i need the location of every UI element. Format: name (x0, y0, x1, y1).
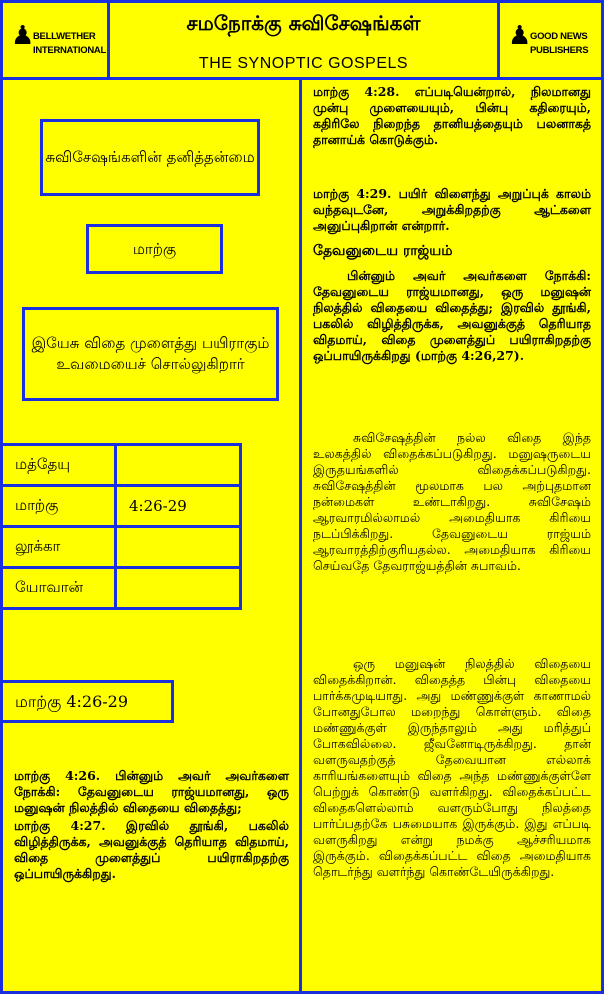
logo-line2: PUBLISHERS (530, 45, 589, 56)
body-paragraph: ஒரு மனுஷன் நிலத்தில் விதையை விதைக்கிறான். விதைத்த பின்பு விதையை பார்க்கமுடியாது. அது மண்ணுக்குள் காணாமல் போனதுபோல மறைந்து கொள்ளும். விதை மண்ணுக்குள் இருந்தாலும் அது மரித்துப் போகவில்லை. ஜீவனோடிருக்கிறது. தான் வளருவதற்குத் தேவையான எல்லாக் காரியங்களையும் விதை அந்த மண்ணுக்குள்ளே பெற்றுக் கொண்டு வளர்கிறது. விதைக்கப்பட்ட விதைகளெல்லாம் வளரும்போது நிலத்தை பார்ப்பதற்கே பசுமையாக இருக்கும். இது எப்படி வளருகிறது என்று நமக்கு ஆச்சரியமாக இருக்கும். விதைக்கப்பட்ட விதை அமைதியாக தொடர்ந்து வளர்ந்து கொண்டேயிருக்கிறது. (313, 656, 591, 879)
ref-cell (116, 527, 241, 568)
gospel-reference-table (0, 443, 242, 610)
table-row (2, 568, 241, 609)
book-cell: மத்தேயு (2, 445, 116, 486)
page-title: சமநோக்கு சுவிசேஷங்கள் (186, 11, 421, 35)
logo-line2: INTERNATIONAL (33, 45, 106, 56)
scripture-ref-box (0, 680, 174, 723)
table-row (2, 527, 241, 568)
verse-paragraph: மாற்கு 4:29. பயிர் விளைந்து அறுப்புக் காலம் வந்தவுடனே, அறுக்கிறதற்கு ஆட்களை அனுப்புகிறான் என்றார். (313, 186, 591, 233)
figure-icon: ♟ (508, 21, 532, 51)
ref-cell (116, 568, 241, 609)
ref-cell (116, 445, 241, 486)
logo-line1: GOOD NEWS (530, 31, 588, 42)
header-title-box (107, 0, 500, 80)
page-subtitle: THE SYNOPTIC GOSPELS (198, 55, 409, 72)
book-cell: லூக்கா (2, 527, 116, 568)
verse-paragraph: மாற்கு 4:28. எப்படியென்றால், நிலமானது முன்பு முளையையும், பின்பு கதிரையும், கதிரிலே நிறைந்த தானியத்தையும் பலனாகத் தானாய்க் கொடுக்கும். (313, 84, 591, 147)
body-paragraph: சுவிசேஷத்தின் நல்ல விதை இந்த உலகத்தில் விதைக்கப்படுகிறது. மனுஷருடைய இருதயங்களில் விதைக்கப்படுகிறது. சுவிசேஷத்தின் மூலமாக பல அற்புதமான நன்மைகள் உண்டாகிறது. சுவிசேஷம் ஆரவாரமில்லாமல் அமைதியாக கிரியை நடப்பிக்கிறது. தேவனுடைய ராஜ்யம் ஆரவாரத்திற்குரியதல்ல. அமைதியாக கிரியை செய்வதே தேவராஜ்யத்தின் சுபாவம். (313, 430, 591, 573)
header-right-logo-box (497, 0, 604, 80)
good-news-logo (506, 17, 602, 67)
verse-paragraph: மாற்கு 4:27. இரவில் தூங்கி, பகலில் விழித்திருக்க, அவனுக்குத் தெரியாத விதமாய், விதை முளைத்துப் பயிராகிறதற்கு ஒப்பாயிருக்கிறது. (14, 818, 289, 881)
section-heading: தேவனுடைய ராஜ்யம் (313, 243, 453, 259)
header-left-logo-box (0, 0, 110, 80)
book-cell: மாற்கு (2, 486, 116, 527)
body-paragraph: பின்னும் அவர் அவர்களை நோக்கி: தேவனுடைய ராஜ்யமானது, ஒரு மனுஷன் நிலத்தில் விதையை விதைத்து; இரவில் தூங்கி, பகலில் விழித்திருக்க, அவனுக்குத் தெரியாத விதமாய், விதை முளைத்துப் பயிராகிறதற்கு ஒப்பாயிருக்கிறது (மாற்கு 4:26,27). (313, 268, 591, 363)
logo-line1: BELLWETHER (33, 31, 96, 42)
table-row (2, 445, 241, 486)
gospel-uniqueness-box (40, 119, 260, 196)
ref-cell: 4:26-29 (116, 486, 241, 527)
parable-title-label: இயேசு விதை முளைத்து பயிராகும் உவமையைச் சொல்லுகிறார் (31, 334, 270, 373)
parable-title-box (22, 307, 279, 401)
gospel-uniqueness-label: சுவிசேஷங்களின் தனித்தன்மை (45, 148, 255, 166)
book-cell: யோவான் (2, 568, 116, 609)
verse-paragraph: மாற்கு 4:26. பின்னும் அவர் அவர்களை நோக்கி: தேவனுடைய ராஜ்யமானது, ஒரு மனுஷன் நிலத்தில் விதையை விதைத்து; (14, 768, 289, 815)
bell-figure-icon: ♟ (11, 21, 35, 51)
bellwether-logo (9, 17, 105, 67)
table-row (2, 486, 241, 527)
book-name-label: மாற்கு (132, 239, 177, 258)
book-name-box (86, 224, 223, 274)
scripture-ref-label: மாற்கு 4:26-29 (15, 692, 129, 711)
